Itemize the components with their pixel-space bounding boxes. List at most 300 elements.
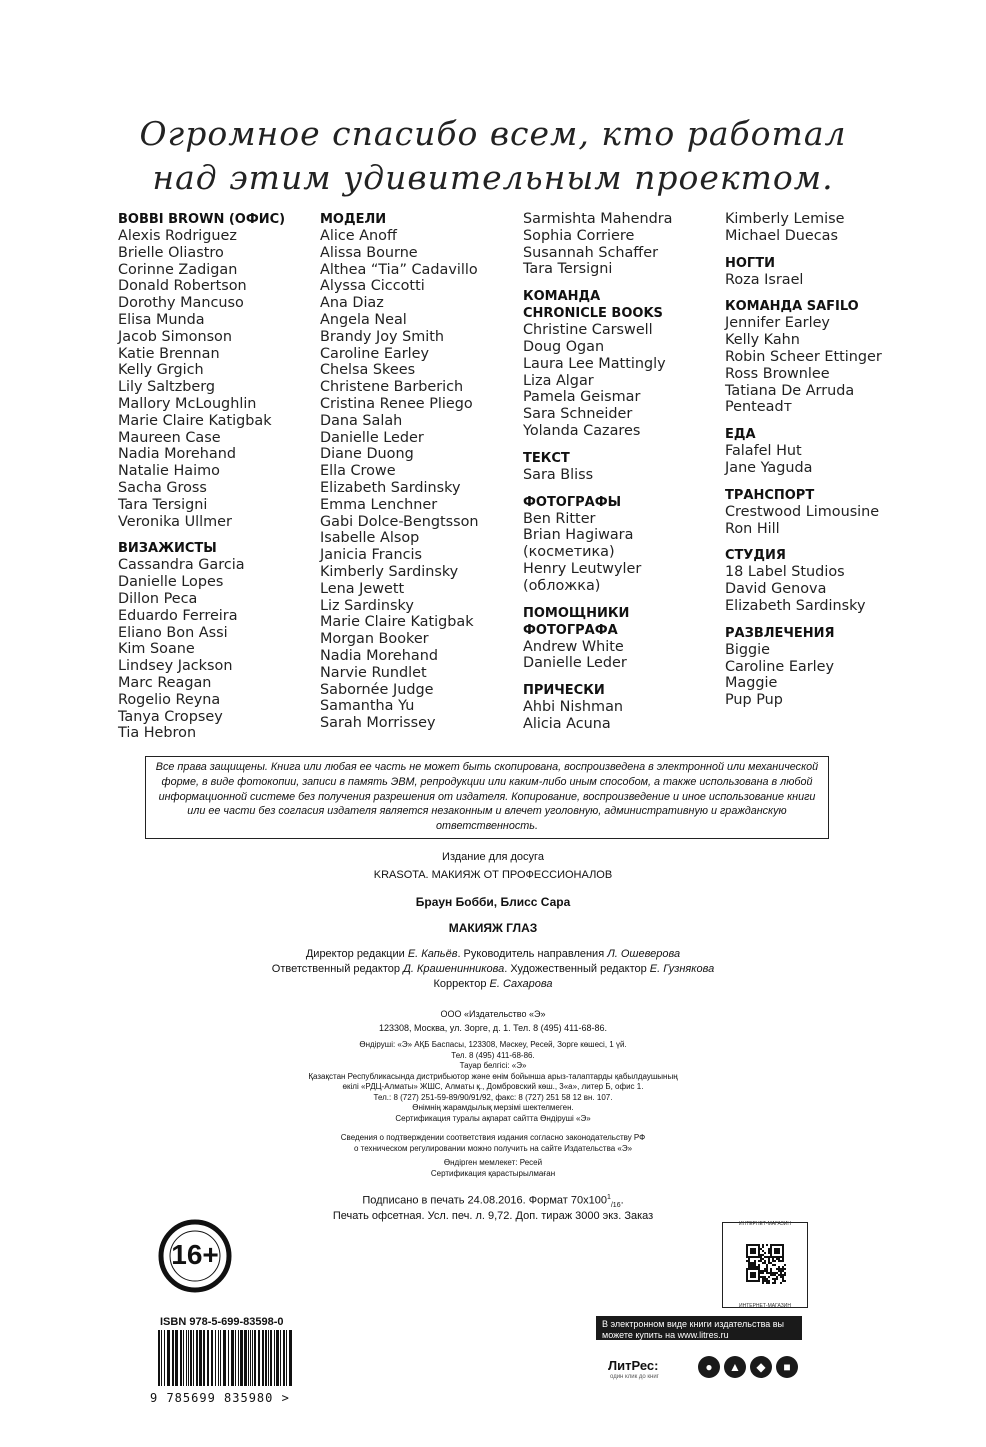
corrector-name: Е. Сахарова bbox=[489, 978, 553, 990]
credit-name: Sabornée Judge bbox=[320, 681, 434, 698]
name-list bbox=[725, 504, 925, 538]
credit-name: Cristina Renee Pliego bbox=[320, 395, 473, 412]
qr-module bbox=[782, 1258, 784, 1260]
qr-module bbox=[762, 1278, 764, 1280]
qr-module bbox=[760, 1256, 762, 1258]
credits-section bbox=[118, 540, 318, 742]
qr-module bbox=[768, 1280, 770, 1282]
qr-module bbox=[762, 1246, 764, 1248]
credit-name: Narvie Rundlet bbox=[320, 664, 427, 681]
qr-module bbox=[766, 1272, 768, 1274]
qr-module bbox=[774, 1272, 776, 1274]
credits-section bbox=[523, 682, 723, 733]
qr-module bbox=[766, 1264, 768, 1266]
credits-section bbox=[523, 211, 723, 278]
qr-module bbox=[760, 1258, 762, 1260]
qr-module bbox=[750, 1266, 752, 1268]
title-line-2: над этим удивительным проектом. bbox=[152, 158, 834, 197]
credits-section bbox=[118, 211, 318, 530]
qr-module bbox=[768, 1256, 770, 1258]
credits-section bbox=[320, 211, 520, 732]
credit-name: Emma Lenchner bbox=[320, 496, 438, 513]
qr-module bbox=[764, 1270, 766, 1272]
credit-name: Ron Hill bbox=[725, 520, 780, 537]
qr-module bbox=[762, 1276, 764, 1278]
section-heading: НОГТИ bbox=[725, 255, 775, 271]
credit-name: Tara Tersigni bbox=[118, 496, 208, 513]
qr-module bbox=[778, 1268, 780, 1270]
qr-module bbox=[780, 1272, 782, 1274]
info-line: Өнімнің жарамдылық мерзімі шектелмеген. bbox=[412, 1103, 574, 1112]
barcode-bar bbox=[218, 1330, 219, 1386]
name-list bbox=[118, 228, 318, 530]
qr-module bbox=[754, 1264, 756, 1266]
publisher-name: ООО «Издательство «Э» bbox=[440, 1009, 546, 1019]
qr-module bbox=[768, 1252, 770, 1254]
print-format-sub: /16 bbox=[610, 1201, 621, 1209]
barcode-bar bbox=[254, 1330, 256, 1386]
credits-section bbox=[523, 605, 723, 673]
print-format-sup: 1 bbox=[606, 1194, 611, 1201]
credit-name: Ella Crowe bbox=[320, 463, 396, 480]
credits-section bbox=[725, 426, 925, 477]
qr-module bbox=[756, 1266, 758, 1268]
qr-module bbox=[762, 1270, 764, 1272]
qr-module bbox=[772, 1278, 774, 1280]
qr-module bbox=[760, 1270, 762, 1272]
barcode-bar bbox=[268, 1330, 269, 1386]
qr-module bbox=[774, 1280, 776, 1282]
qr-label-bottom: ИНТЕРНЕТ-МАГАЗИН bbox=[739, 1303, 791, 1309]
credit-name: Henry Leutwyler bbox=[523, 560, 642, 577]
credits-section bbox=[725, 298, 925, 416]
info-line: Қазақстан Республикасында дистрибьютор және өнім бойынша арыз-талаптарды қабылдаушының bbox=[308, 1071, 678, 1081]
credits-column-4 bbox=[725, 211, 925, 719]
barcode-bar bbox=[188, 1330, 189, 1386]
credit-name: Ahbi Nishman bbox=[523, 699, 624, 716]
info-line: өкілі «РДЦ-Алматы» ЖШС, Алматы қ., Домбровский көш., 3«а», литер Б, офис 1. bbox=[342, 1082, 644, 1091]
credit-name: Andrew White bbox=[523, 638, 624, 655]
credit-name: Diane Duong bbox=[320, 446, 414, 463]
name-list bbox=[523, 699, 723, 733]
qr-module bbox=[774, 1274, 776, 1276]
qr-module bbox=[772, 1272, 774, 1274]
windows-phone-icon[interactable]: ◆ bbox=[750, 1356, 772, 1378]
barcode bbox=[150, 1330, 300, 1406]
qr-code-block[interactable] bbox=[722, 1222, 808, 1308]
barcode-bar bbox=[270, 1330, 272, 1386]
qr-module bbox=[780, 1274, 782, 1276]
credit-name: Sarmishta Mahendra bbox=[523, 211, 673, 227]
art-editor-label: . Художественный редактор bbox=[504, 963, 650, 975]
android-icon[interactable]: ▲ bbox=[724, 1356, 746, 1378]
head-label: . Руководитель направления bbox=[457, 948, 608, 960]
qr-module bbox=[752, 1264, 754, 1266]
qr-module bbox=[766, 1244, 768, 1246]
section-heading: ПОМОЩНИКИ ФОТОГРАФА bbox=[523, 605, 630, 638]
credit-name: Isabelle Alsop bbox=[320, 530, 420, 547]
name-list bbox=[118, 557, 318, 742]
barcode-bar bbox=[286, 1330, 287, 1386]
qr-module bbox=[762, 1280, 764, 1282]
qr-module bbox=[776, 1276, 778, 1278]
qr-finder bbox=[750, 1248, 756, 1254]
credit-name: Rogelio Reyna bbox=[118, 691, 221, 708]
credit-name: Ana Diaz bbox=[320, 295, 384, 312]
credit-name: Danielle Lopes bbox=[118, 574, 224, 591]
qr-module bbox=[780, 1260, 782, 1262]
qr-module bbox=[762, 1282, 764, 1284]
credit-name: Nadia Morehand bbox=[118, 446, 236, 463]
credit-name: Michael Duecas bbox=[725, 227, 838, 244]
credit-name: Ben Ritter bbox=[523, 510, 596, 527]
qr-module bbox=[778, 1274, 780, 1276]
barcode-bar bbox=[183, 1330, 184, 1386]
qr-module bbox=[772, 1260, 774, 1262]
qr-module bbox=[782, 1276, 784, 1278]
qr-module bbox=[766, 1266, 768, 1268]
credit-name: Lily Saltzberg bbox=[118, 379, 216, 396]
barcode-bar bbox=[193, 1330, 194, 1386]
name-list bbox=[725, 564, 925, 614]
credit-name: Angela Neal bbox=[320, 311, 407, 328]
barcode-bar bbox=[244, 1330, 247, 1386]
qr-module bbox=[760, 1272, 762, 1274]
isbn: ISBN 978-5-699-83598-0 bbox=[160, 1316, 284, 1328]
qr-module bbox=[760, 1248, 762, 1250]
credit-name: Christene Barberich bbox=[320, 379, 464, 396]
credit-name: Marie Claire Katigbak bbox=[118, 412, 272, 429]
qr-module bbox=[766, 1268, 768, 1270]
credits-section bbox=[725, 547, 925, 614]
qr-module bbox=[782, 1268, 784, 1270]
credit-name: Gabi Dolce-Bengtsson bbox=[320, 513, 479, 530]
credit-name: Kelly Grgich bbox=[118, 362, 204, 379]
qr-module bbox=[782, 1280, 784, 1282]
qr-module bbox=[764, 1276, 766, 1278]
credit-name: Alyssa Ciccotti bbox=[320, 278, 425, 295]
credit-name: Falafel Hut bbox=[725, 443, 802, 460]
series-name: KRASOTA. МАКИЯЖ ОТ ПРОФЕССИОНАЛОВ bbox=[373, 869, 613, 881]
barcode-bar bbox=[280, 1330, 281, 1386]
credit-name: Lena Jewett bbox=[320, 580, 405, 597]
credit-name: Yolanda Cazares bbox=[523, 422, 641, 439]
barcode-bar bbox=[211, 1330, 213, 1386]
qr-module bbox=[784, 1268, 786, 1270]
art-editor-name: Е. Гузнякова bbox=[649, 963, 715, 975]
qr-module bbox=[772, 1274, 774, 1276]
qr-module bbox=[762, 1272, 764, 1274]
qr-module bbox=[762, 1250, 764, 1252]
qr-module bbox=[758, 1260, 760, 1262]
qr-module bbox=[766, 1278, 768, 1280]
credits-section bbox=[523, 494, 723, 595]
barcode-bars bbox=[150, 1330, 300, 1390]
qr-finder bbox=[774, 1248, 780, 1254]
qr-module bbox=[758, 1266, 760, 1268]
name-list bbox=[725, 443, 925, 477]
credit-name: Maureen Case bbox=[118, 429, 221, 446]
section-heading: СТУДИЯ bbox=[725, 548, 786, 564]
qr-module bbox=[758, 1264, 760, 1266]
barcode-bar bbox=[235, 1330, 236, 1386]
info-line: Сертификация қарастырылмаған bbox=[430, 1168, 556, 1178]
credit-name: Robin Scheer Ettinger bbox=[725, 348, 882, 365]
barcode-bar bbox=[207, 1330, 209, 1386]
credit-name: Tia Hebron bbox=[118, 725, 197, 742]
credit-name: Dana Salah bbox=[320, 412, 403, 429]
qr-module bbox=[782, 1266, 784, 1268]
kz-info bbox=[0, 1040, 986, 1124]
credit-name: Caroline Earley bbox=[725, 658, 835, 675]
credit-name: Tara Tersigni bbox=[523, 261, 613, 278]
credit-name: Alice Anoff bbox=[320, 228, 397, 244]
section-heading: КОМАНДА SAFILO bbox=[725, 299, 859, 315]
qr-module bbox=[776, 1258, 778, 1260]
credit-name: Marie Claire Katigbak bbox=[320, 614, 474, 631]
barcode-bar bbox=[215, 1330, 216, 1386]
qr-module bbox=[762, 1254, 764, 1256]
credit-name: Elizabeth Sardinsky bbox=[725, 597, 866, 614]
qr-module bbox=[768, 1276, 770, 1278]
credit-name: Caroline Earley bbox=[320, 345, 430, 362]
credit-name: Dorothy Mancuso bbox=[118, 295, 244, 312]
credit-name: Eduardo Ferreira bbox=[118, 607, 238, 624]
barcode-bar bbox=[172, 1330, 174, 1386]
credit-name: Katie Brennan bbox=[118, 345, 220, 362]
barcode-bar bbox=[175, 1330, 178, 1386]
credit-name: Sarah Morrissey bbox=[320, 715, 436, 732]
credit-name: Samantha Yu bbox=[320, 698, 415, 715]
section-heading: ВИЗАЖИСТЫ bbox=[118, 541, 217, 557]
section-heading: РАЗВЛЕЧЕНИЯ bbox=[725, 625, 835, 641]
credit-name: Penteadт bbox=[725, 399, 792, 416]
credit-name: Elizabeth Sardinsky bbox=[320, 479, 461, 496]
head-name: Л. Ошеверова bbox=[607, 948, 681, 960]
qr-module bbox=[750, 1264, 752, 1266]
qr-module bbox=[776, 1278, 778, 1280]
credit-name: Nadia Morehand bbox=[320, 647, 438, 664]
qr-module bbox=[764, 1268, 766, 1270]
credit-name: Brandy Joy Smith bbox=[320, 328, 445, 345]
apple-icon[interactable]: ● bbox=[698, 1356, 720, 1378]
qr-module bbox=[778, 1258, 780, 1260]
qr-module bbox=[768, 1258, 770, 1260]
qr-module bbox=[766, 1256, 768, 1258]
qr-module bbox=[774, 1278, 776, 1280]
credit-name: Danielle Leder bbox=[320, 429, 424, 446]
qr-module bbox=[770, 1274, 772, 1276]
barcode-bar bbox=[196, 1330, 198, 1386]
qr-module bbox=[754, 1260, 756, 1262]
section-heading: МОДЕЛИ bbox=[320, 212, 387, 227]
credit-name: Natalie Haimo bbox=[118, 463, 220, 480]
credit-name: Liz Sardinsky bbox=[320, 597, 414, 614]
credit-name: Doug Ogan bbox=[523, 338, 605, 355]
book-title: МАКИЯЖ ГЛАЗ bbox=[448, 921, 538, 935]
edition-type: Издание для досуга bbox=[442, 851, 544, 863]
credit-name: Danielle Leder bbox=[523, 655, 627, 672]
name-list bbox=[523, 511, 723, 595]
qr-module bbox=[780, 1276, 782, 1278]
qr-module bbox=[778, 1260, 780, 1262]
info-line: Өндіруші: «Э» АҚБ Баспасы, 123308, Мәскеу, Ресей, Зорге көшесі, 1 үй. bbox=[359, 1040, 627, 1049]
credits-section bbox=[523, 450, 723, 484]
qr-module bbox=[784, 1274, 786, 1276]
credits-column-3 bbox=[523, 211, 723, 743]
qr-module bbox=[766, 1280, 768, 1282]
info-line: Тел. 8 (495) 411-68-86. bbox=[451, 1050, 535, 1060]
name-list bbox=[725, 315, 925, 416]
credit-name: Marc Reagan bbox=[118, 674, 212, 691]
credit-name: Pamela Geismar bbox=[523, 389, 641, 406]
qr-module bbox=[770, 1270, 772, 1272]
barcode-bar bbox=[180, 1330, 182, 1386]
qr-code-icon bbox=[722, 1222, 808, 1308]
credit-name: Eliano Bon Assi bbox=[118, 624, 228, 641]
credit-name: Liza Algar bbox=[523, 372, 594, 389]
credit-name: Pup Pup bbox=[725, 692, 783, 709]
barcode-bar bbox=[265, 1330, 267, 1386]
qr-module bbox=[764, 1262, 766, 1264]
qr-module bbox=[772, 1282, 774, 1284]
credit-name: Veronika Ullmer bbox=[118, 513, 232, 530]
qr-module bbox=[764, 1278, 766, 1280]
barcode-bar bbox=[203, 1330, 205, 1386]
credit-name: Laura Lee Mattingly bbox=[523, 355, 666, 372]
barcode-bar bbox=[223, 1330, 226, 1386]
qr-module bbox=[748, 1262, 750, 1264]
qr-module bbox=[772, 1264, 774, 1266]
credit-name: Tatiana De Arruda bbox=[725, 382, 855, 399]
publisher-address: 123308, Москва, ул. Зорге, д. 1. Тел. 8 (495) 411-68-86. bbox=[379, 1023, 607, 1033]
credits-column-1 bbox=[118, 211, 318, 752]
credit-name: Sara Schneider bbox=[523, 406, 633, 423]
barcode-bar bbox=[231, 1330, 234, 1386]
credit-name: Maggie bbox=[725, 675, 778, 692]
credit-name: Morgan Booker bbox=[320, 631, 429, 648]
credit-name: Ross Brownlee bbox=[725, 365, 830, 382]
certification-info bbox=[0, 1133, 986, 1154]
section-heading: ПРИЧЕСКИ bbox=[523, 683, 605, 699]
section-heading: КОМАНДА CHRONICLE BOOKS bbox=[523, 289, 663, 322]
credits-section bbox=[725, 211, 925, 245]
credit-name: Alexis Rodriguez bbox=[118, 228, 237, 244]
staff-line-3 bbox=[0, 978, 986, 990]
staff-line-2 bbox=[0, 963, 986, 975]
qr-module bbox=[760, 1260, 762, 1262]
qr-module bbox=[770, 1262, 772, 1264]
barcode-digits: 9 785699 835980 > bbox=[150, 1391, 290, 1405]
name-list bbox=[725, 272, 925, 289]
barcode-bar bbox=[199, 1330, 202, 1386]
barcode-bar bbox=[283, 1330, 285, 1386]
barcode-bar bbox=[186, 1330, 187, 1386]
credit-name: Crestwood Limousine bbox=[725, 503, 880, 520]
print-info-line-2: Печать офсетная. Усл. печ. л. 9,72. Доп. тираж 3000 экз. Заказ bbox=[332, 1210, 654, 1222]
section-heading: BOBBI BROWN (ОФИС) bbox=[118, 212, 286, 227]
qr-module bbox=[778, 1270, 780, 1272]
barcode-bar bbox=[164, 1330, 165, 1386]
qr-label-top: ИНТЕРНЕТ-МАГАЗИН bbox=[739, 1221, 791, 1227]
credits-section bbox=[725, 625, 925, 709]
qr-module bbox=[768, 1248, 770, 1250]
qr-module bbox=[766, 1282, 768, 1284]
print-format-end: . bbox=[620, 1194, 624, 1207]
barcode-bar bbox=[248, 1330, 249, 1386]
qr-module bbox=[752, 1262, 754, 1264]
staff-line-1 bbox=[0, 948, 986, 960]
credit-name: Chelsa Skees bbox=[320, 362, 416, 379]
age-rating-text: 16+ bbox=[171, 1239, 219, 1270]
windows-icon[interactable]: ■ bbox=[776, 1356, 798, 1378]
qr-module bbox=[774, 1264, 776, 1266]
credit-name: Lindsey Jackson bbox=[118, 658, 233, 675]
qr-module bbox=[748, 1258, 750, 1260]
qr-module bbox=[784, 1272, 786, 1274]
credit-name: Sara Bliss bbox=[523, 466, 594, 483]
qr-module bbox=[760, 1276, 762, 1278]
qr-module bbox=[774, 1260, 776, 1262]
credit-name: (косметика) bbox=[523, 544, 615, 561]
credit-name: Elisa Munda bbox=[118, 311, 205, 328]
qr-module bbox=[748, 1260, 750, 1262]
credits-section bbox=[725, 255, 925, 289]
credits-column-2 bbox=[320, 211, 520, 742]
credit-name: Alicia Acuna bbox=[523, 715, 611, 732]
credits-section bbox=[725, 487, 925, 538]
barcode-bar bbox=[289, 1330, 292, 1386]
copyright-notice: Все права защищены. Книга или любая ее часть не может быть скопирована, воспроизведена в электронной или механической форме, в виде фотокопии, записи в память ЭВМ, репродукции или каким-либо иным способом, а также использована в любой информационной системе без получения разрешения от издателя. Копирование, воспроизведение и иное использование книги или ее части без согласия издателя является незаконным и влечет уголовную, административную и гражданскую ответственность. bbox=[145, 756, 829, 839]
qr-module bbox=[780, 1282, 782, 1284]
info-line: Сведения о подтверждении соответствия издания согласно законодательству РФ bbox=[340, 1133, 646, 1142]
credit-name: Mallory McLoughlin bbox=[118, 395, 257, 412]
qr-module bbox=[748, 1266, 750, 1268]
qr-module bbox=[768, 1282, 770, 1284]
credit-name: Susannah Schaffer bbox=[523, 244, 658, 261]
credit-name: Alissa Bourne bbox=[320, 244, 418, 261]
litres-block[interactable] bbox=[596, 1316, 802, 1416]
barcode-bar bbox=[238, 1330, 239, 1386]
litres-logo: ЛитРес: bbox=[608, 1358, 659, 1373]
origin-info bbox=[0, 1158, 986, 1179]
qr-module bbox=[776, 1268, 778, 1270]
director-name: Е. Капьёв bbox=[407, 948, 458, 960]
corrector-label: Корректор bbox=[433, 978, 490, 990]
credit-name: Roza Israel bbox=[725, 271, 804, 288]
credit-name: Dillon Peca bbox=[118, 590, 198, 607]
credit-name: Donald Robertson bbox=[118, 278, 247, 295]
barcode-bar bbox=[276, 1330, 279, 1386]
qr-module bbox=[762, 1244, 764, 1246]
qr-module bbox=[770, 1272, 772, 1274]
qr-module bbox=[770, 1268, 772, 1270]
barcode-bar bbox=[252, 1330, 253, 1386]
barcode-bar bbox=[274, 1330, 275, 1386]
credit-name: Kelly Kahn bbox=[725, 332, 800, 349]
qr-module bbox=[768, 1260, 770, 1262]
qr-module bbox=[754, 1266, 756, 1268]
qr-module bbox=[748, 1264, 750, 1266]
barcode-bar bbox=[161, 1330, 162, 1386]
qr-module bbox=[752, 1266, 754, 1268]
qr-module bbox=[764, 1256, 766, 1258]
print-info-text: Подписано в печать 24.08.2016. Формат 70x100 bbox=[362, 1194, 607, 1207]
name-list bbox=[523, 639, 723, 673]
qr-module bbox=[784, 1264, 786, 1266]
qr-module bbox=[784, 1280, 786, 1282]
qr-module bbox=[750, 1262, 752, 1264]
